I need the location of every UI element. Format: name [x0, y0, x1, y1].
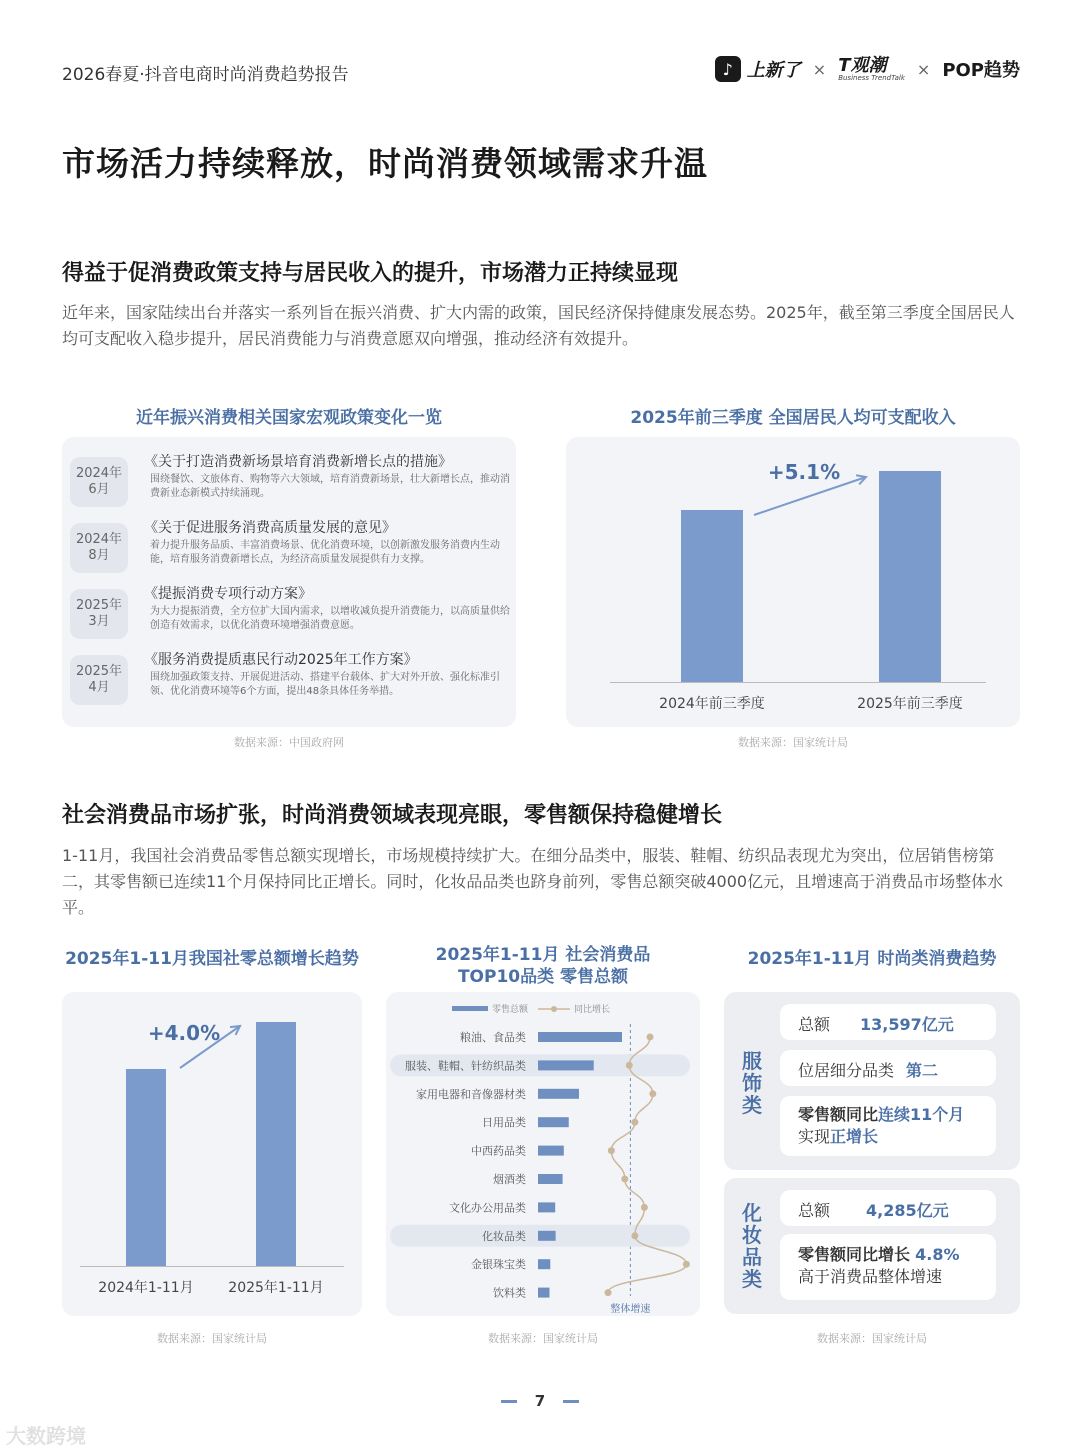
y-tick-label: 文化办公用品类 — [449, 1201, 526, 1215]
apparel-growth-highlight: 连续11个月 — [878, 1105, 965, 1124]
legend-label-bar: 零售总额 — [492, 1005, 529, 1015]
income-card — [566, 437, 1020, 727]
y-tick-label: 家用电器和音像器材类 — [416, 1087, 526, 1101]
douyin-icon: ♪ — [715, 56, 741, 82]
y-tick-label: 饮料类 — [493, 1286, 526, 1300]
top10-chart — [386, 992, 700, 1316]
apparel-growth-pill — [780, 1096, 996, 1156]
watermark: 大数跨境 — [6, 1424, 86, 1448]
retail-chart — [62, 992, 362, 1316]
apparel-total-pill — [780, 1004, 996, 1040]
cosmetics-growth-label: 零售额同比增长 — [798, 1245, 911, 1264]
policy-desc: 着力提升服务品质、丰富消费场景、优化消费环境，以创新激发服务消费内生动能，培育服务消费新增长点，为经济高质量发展提供有力支撑。 — [150, 540, 500, 565]
policy-date — [70, 457, 128, 507]
fashion-panel-title: 2025年1-11月 时尚类消费趋势 — [747, 949, 997, 969]
top10-card — [386, 992, 700, 1316]
top10-title-line1: 2025年1-11月 社会消费品 — [435, 945, 651, 965]
apparel-rank-label: 位居细分品类 — [798, 1061, 895, 1080]
separator-x: × — [812, 59, 827, 79]
policy-item — [70, 517, 510, 577]
bar — [538, 1089, 579, 1099]
policy-title: 《关于促进服务消费高质量发展的意见》 — [144, 520, 396, 536]
pop-logo: POP趋势 — [942, 60, 1020, 81]
policy-source: 数据来源：中国政府网 — [234, 736, 344, 749]
growth-point — [641, 1204, 648, 1211]
bar — [538, 1032, 622, 1042]
growth-point — [605, 1289, 612, 1296]
policy-date — [70, 655, 128, 705]
cosmetics-label: 化 妆 品 类 — [742, 1201, 762, 1291]
reference-line-label: 整体增速 — [610, 1304, 651, 1315]
x-tick-label: 2024年1-11月 — [98, 1280, 194, 1296]
apparel-rank-pill — [780, 1050, 996, 1086]
apparel-growth-line2 — [798, 1126, 878, 1148]
section-title: 得益于促消费政策支持与居民收入的提升，市场潜力正持续显现 — [62, 261, 679, 286]
tc-logo — [838, 54, 905, 82]
apparel-growth-line2-prefix: 实现 — [798, 1127, 831, 1146]
bar — [538, 1231, 556, 1241]
tc-brand-text: T观潮 — [838, 54, 887, 76]
growth-annotation: +5.1% — [767, 460, 841, 484]
cosmetics-growth-value: 4.8% — [915, 1245, 960, 1264]
section-paragraph: 近年来，国家陆续出台并落实一系列旨在振兴消费、扩大内需的政策，国民经济保持健康发展态势。2025年，截至第三季度全国居民人均可支配收入稳步提升，居民消费能力与消费意愿双向增强，推动经济有效提升。 — [62, 303, 1015, 348]
fashion-source: 数据来源：国家统计局 — [817, 1332, 927, 1345]
bar — [681, 510, 743, 682]
x-tick-label: 2024年前三季度 — [659, 696, 765, 712]
y-tick-label: 日用品类 — [482, 1116, 526, 1130]
apparel-growth-line2-highlight: 正增长 — [830, 1127, 879, 1146]
cosmetics-total-pill — [780, 1190, 996, 1226]
growth-point — [626, 1062, 633, 1069]
policy-item — [70, 649, 510, 709]
bar — [538, 1146, 564, 1156]
policy-title: 《服务消费提质惠民行动2025年工作方案》 — [144, 652, 418, 668]
growth-point — [631, 1119, 638, 1126]
legend-marker-line — [551, 1006, 557, 1012]
bar — [126, 1069, 166, 1266]
retail-source: 数据来源：国家统计局 — [157, 1332, 267, 1345]
y-tick-label: 服装、鞋帽、针纺织品类 — [405, 1059, 526, 1073]
top10-title-line2: TOP10品类 零售总额 — [457, 967, 629, 987]
y-tick-label: 金银珠宝类 — [471, 1258, 526, 1272]
page-dash-right — [563, 1400, 579, 1403]
legend-label-line: 同比增长 — [574, 1005, 611, 1015]
apparel-card — [724, 992, 1020, 1170]
growth-point — [608, 1147, 615, 1154]
tc-brand-sub: Business TrendTalk — [838, 73, 905, 82]
bar — [538, 1202, 555, 1212]
retail-card — [62, 992, 362, 1316]
policy-date — [70, 523, 128, 573]
income-panel-title: 2025年前三季度 全国居民人均可支配收入 — [630, 408, 956, 428]
cosmetics-total-label: 总额 — [798, 1201, 831, 1220]
y-tick-label: 烟酒类 — [493, 1173, 526, 1186]
section-title: 社会消费品市场扩张，时尚消费领域表现亮眼，零售额保持稳健增长 — [62, 803, 723, 828]
y-tick-label: 化妆品类 — [482, 1229, 526, 1243]
x-tick-label: 2025年1-11月 — [228, 1280, 324, 1296]
policy-item — [70, 583, 510, 643]
x-tick-label: 2025年前三季度 — [857, 696, 963, 712]
page-number-text: 7 — [534, 1392, 546, 1410]
report-title: 2026春夏·抖音电商时尚消费趋势报告 — [62, 65, 349, 85]
top10-panel-title — [386, 944, 700, 988]
page-dash-left — [501, 1400, 517, 1403]
y-tick-label: 中西药品类 — [471, 1144, 526, 1158]
income-chart — [566, 437, 1020, 727]
legend-swatch-bar — [452, 1006, 488, 1011]
page-number — [0, 1392, 1080, 1410]
policy-desc: 围绕加强政策支持、开展促进活动、搭建平台载体、扩大对外开放、强化标准引领、优化消费环境等6个方面，提出48条具体任务举措。 — [150, 672, 500, 697]
policy-date-text: 2024年 6月 — [75, 466, 123, 497]
cosmetics-growth-line1 — [798, 1244, 959, 1266]
growth-point — [621, 1176, 628, 1183]
growth-point — [647, 1034, 654, 1041]
policy-item — [70, 451, 510, 511]
growth-point — [631, 1232, 638, 1239]
bar — [256, 1022, 296, 1266]
growth-annotation: +4.0% — [147, 1021, 221, 1045]
report-header — [62, 56, 1020, 90]
cosmetics-growth-pill — [780, 1234, 996, 1300]
apparel-growth-prefix: 零售额同比 — [798, 1105, 879, 1124]
section-paragraph: 1-11月，我国社会消费品零售总额实现增长，市场规模持续扩大。在细分品类中，服装、鞋帽、纺织品表现尤为突出，位居销售榜第二，其零售额已连续11个月保持同比正增长。同时，化妆品品类也跻身前列，零售总额突破4000亿元，且增速高于消费品市场整体水平。 — [62, 846, 1004, 917]
policy-title: 《提振消费专项行动方案》 — [144, 586, 312, 602]
apparel-growth-line1 — [798, 1104, 964, 1126]
brand-logos — [715, 56, 1020, 82]
policy-date-text: 2025年 3月 — [75, 598, 123, 629]
top10-source: 数据来源：国家统计局 — [488, 1332, 598, 1345]
income-source: 数据来源：国家统计局 — [738, 736, 848, 749]
policy-date-text: 2024年 8月 — [75, 532, 123, 563]
apparel-rank-value: 第二 — [906, 1061, 939, 1080]
douyin-logo — [715, 56, 801, 82]
policy-panel-title: 近年振兴消费相关国家宏观政策变化一览 — [136, 408, 442, 428]
policy-desc: 围绕餐饮、文旅体育、购物等六大领域，培育消费新场景，壮大新增长点，推动消费新业态新模式持续涌现。 — [150, 474, 510, 499]
cosmetics-total-value: 4,285亿元 — [866, 1201, 949, 1220]
cosmetics-card — [724, 1178, 1020, 1314]
y-tick-label: 粮油、食品类 — [460, 1031, 526, 1044]
bar — [538, 1174, 563, 1184]
bar — [538, 1259, 550, 1269]
policy-card — [62, 437, 516, 727]
retail-panel-title: 2025年1-11月我国社零总额增长趋势 — [65, 949, 359, 969]
policy-date — [70, 589, 128, 639]
douyin-brand-text: 上新了 — [746, 60, 801, 81]
bar — [538, 1288, 549, 1298]
page-title: 市场活力持续释放，时尚消费领域需求升温 — [62, 144, 708, 183]
growth-point — [683, 1261, 690, 1268]
policy-title: 《关于打造消费新场景培育消费新增长点的措施》 — [144, 454, 452, 470]
separator-x: × — [916, 59, 931, 79]
growth-point — [649, 1090, 656, 1097]
apparel-total-label: 总额 — [798, 1015, 831, 1034]
cosmetics-growth-note: 高于消费品整体增速 — [798, 1267, 943, 1286]
bar — [879, 471, 941, 682]
bar — [538, 1117, 569, 1127]
policy-date-text: 2025年 4月 — [75, 664, 123, 695]
apparel-label: 服 饰 类 — [742, 1049, 762, 1117]
policy-desc: 为大力提振消费，全方位扩大国内需求，以增收减负提升消费能力，以高质量供给创造有效需求，以优化消费环境增强消费意愿。 — [150, 606, 510, 631]
apparel-total-value: 13,597亿元 — [860, 1015, 954, 1034]
bar — [538, 1060, 594, 1070]
